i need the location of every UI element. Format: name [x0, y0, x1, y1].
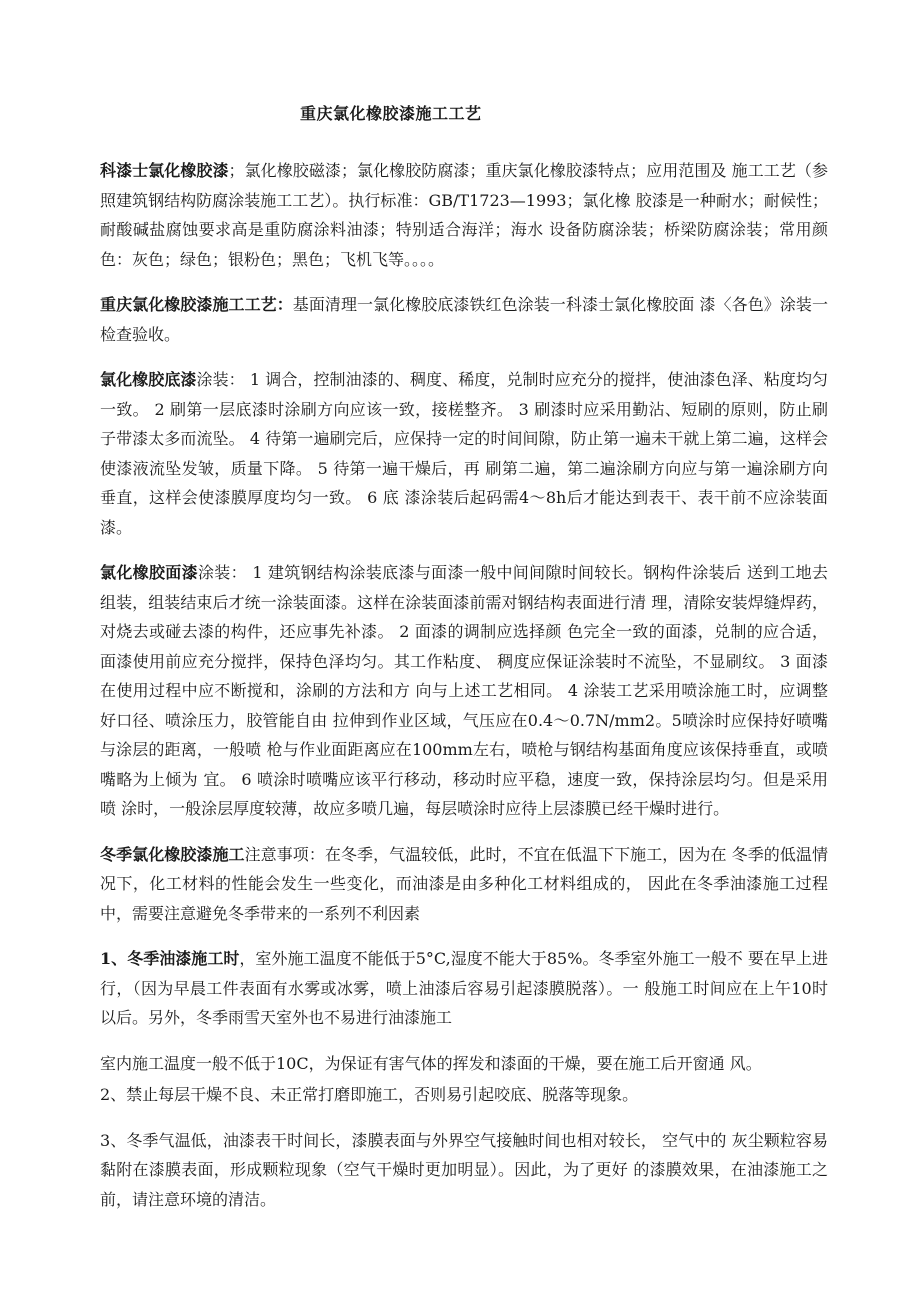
paragraph-lead: 冬季氯化橡胶漆施工 — [100, 844, 245, 864]
paragraph-body: 3、冬季气温低，油漆表干时间长，漆膜表面与外界空气接触时间也相对较长， 空气中的 灰尘颗粒容易黏附在漆膜表面，形成颗粒现象（空气干燥时更加明显）。因此，为了更好 的漆膜效果，在油漆施工之前，请注意环境的清洁。 — [100, 1130, 828, 1209]
paragraph-winter-notes — [100, 840, 828, 929]
paragraph-lead: 1、冬季油漆施工时 — [100, 949, 240, 968]
paragraph-lead: 科漆士氯化橡胶漆 — [100, 161, 229, 180]
paragraph-lead: 氯化橡胶底漆 — [100, 370, 197, 389]
paragraph-winter-item-2 — [100, 1080, 828, 1110]
paragraph-body: ；氯化橡胶磁漆；氯化橡胶防腐漆；重庆氯化橡胶漆特点；应用范围及 施工工艺（参照建筑钢结构防腐涂装施工工艺）。执行标准：GB/T1723—1993；氯化橡 胶漆是一种耐水；耐候性；耐酸碱盐腐蚀要求高是重防腐涂料油漆；特别适合海洋；海水 设备防腐涂装；桥梁防腐涂装；常用颜色：灰色；绿色；银粉色；黑色；飞机飞等。。。。 — [100, 161, 828, 269]
paragraph-winter-item-1 — [100, 944, 828, 1033]
paragraph-lead: 氯化橡胶面漆 — [100, 563, 198, 582]
paragraph-body: 涂装： 1 建筑钢结构涂装底漆与面漆一般中间间隙时间较长。钢构件涂装后 送到工地去组装，组装结束后才统一涂装面漆。这样在涂装面漆前需对钢结构表面进行清 理，清除安装焊缝焊药，对烧去或碰去漆的构件，还应事先补漆。 2 面漆的调制应选择颜 色完全一致的面漆，兑制的应合适，面漆使用前应充分搅拌，保持色泽均匀。其工作粘度、 稠度应保证涂装时不流坠，不显刷纹。 3 面漆在使用过程中应不断搅和，涂刷的方法和方 向与上述工艺相同。 4 涂装工艺采用喷涂施工时，应调整好口径、喷涂压力，胶管能自由 拉伸到作业区域，气压应在0.4〜0.7N/mm2。5喷涂时应保持好喷嘴与涂层的距离，一般喷 枪与作业面距离应在100mm左右，喷枪与钢结构基面角度应该保持垂直，或喷嘴略为上倾为 宜。 6 喷涂时喷嘴应该平行移动，移动时应平稳，速度一致，保持涂层均匀。但是采用喷 涂时，一般涂层厚度较薄，故应多喷几遍，每层喷涂时应待上层漆膜已经干燥时进行。 — [100, 563, 828, 818]
paragraph-body: 涂装： 1 调合，控制油漆的、稠度、稀度，兑制时应充分的搅拌，使油漆色泽、粘度均匀一致。 2 刷第一层底漆时涂刷方向应该一致，接槎整齐。 3 刷漆时应采用勤沾、短刷的原则，防止刷子带漆太多而流坠。 4 待第一遍刷完后，应保持一定的时间间隙，防止第一遍未干就上第二遍，这样会使漆液流坠发皱，质量下降。 5 待第一遍干燥后，再 刷第二遍，第二遍涂刷方向应与第一遍涂刷方向垂直，这样会使漆膜厚度均匀一致。 6 底 漆涂装后起码需4〜8h后才能达到表干、表干前不应涂装面漆。 — [100, 370, 828, 537]
paragraph-body: 注意事项：在冬季，气温较低，此时，不宜在低温下下施工，因为在 冬季的低温情况下，化工材料的性能会发生一些变化，而油漆是由多种化工材料组成的， 因此在冬季油漆施工过程中，需要注意避免冬季带来的一系列不利因素 — [100, 844, 828, 923]
paragraph-body: 室内施工温度一般不低于10C，为保证有害气体的挥发和漆面的干燥，要在施工后开窗通 风。 — [100, 1053, 762, 1073]
paragraph-process-flow — [100, 290, 828, 349]
paragraph-product-overview — [100, 156, 828, 274]
paragraph-winter-item-3 — [100, 1126, 828, 1215]
paragraph-body: ，室外施工温度不能低于5°C,湿度不能大于85%。冬季室外施工一般不 要在早上进行，（因为早晨工件表面有水雾或冰雾，喷上油漆后容易引起漆膜脱落）。一 般施工时间应在上午10时以后。另外，冬季雨雪天室外也不易进行油漆施工 — [100, 949, 828, 1027]
paragraph-indoor-temperature — [100, 1049, 828, 1079]
paragraph-body: 基面清理一氯化橡胶底漆铁红色涂装一科漆士氯化橡胶面 漆〈各色》涂装一检查验收。 — [100, 295, 828, 344]
paragraph-primer-coating — [100, 365, 828, 542]
document-title: 重庆氯化橡胶漆施工工艺 — [300, 104, 482, 123]
paragraph-body: 2、禁止每层干燥不良、未正常打磨即施工，否则易引起咬底、脱落等现象。 — [100, 1085, 639, 1104]
paragraph-lead: 重庆氯化橡胶漆施工工艺： — [100, 295, 293, 314]
paragraph-topcoat-coating — [100, 558, 828, 824]
